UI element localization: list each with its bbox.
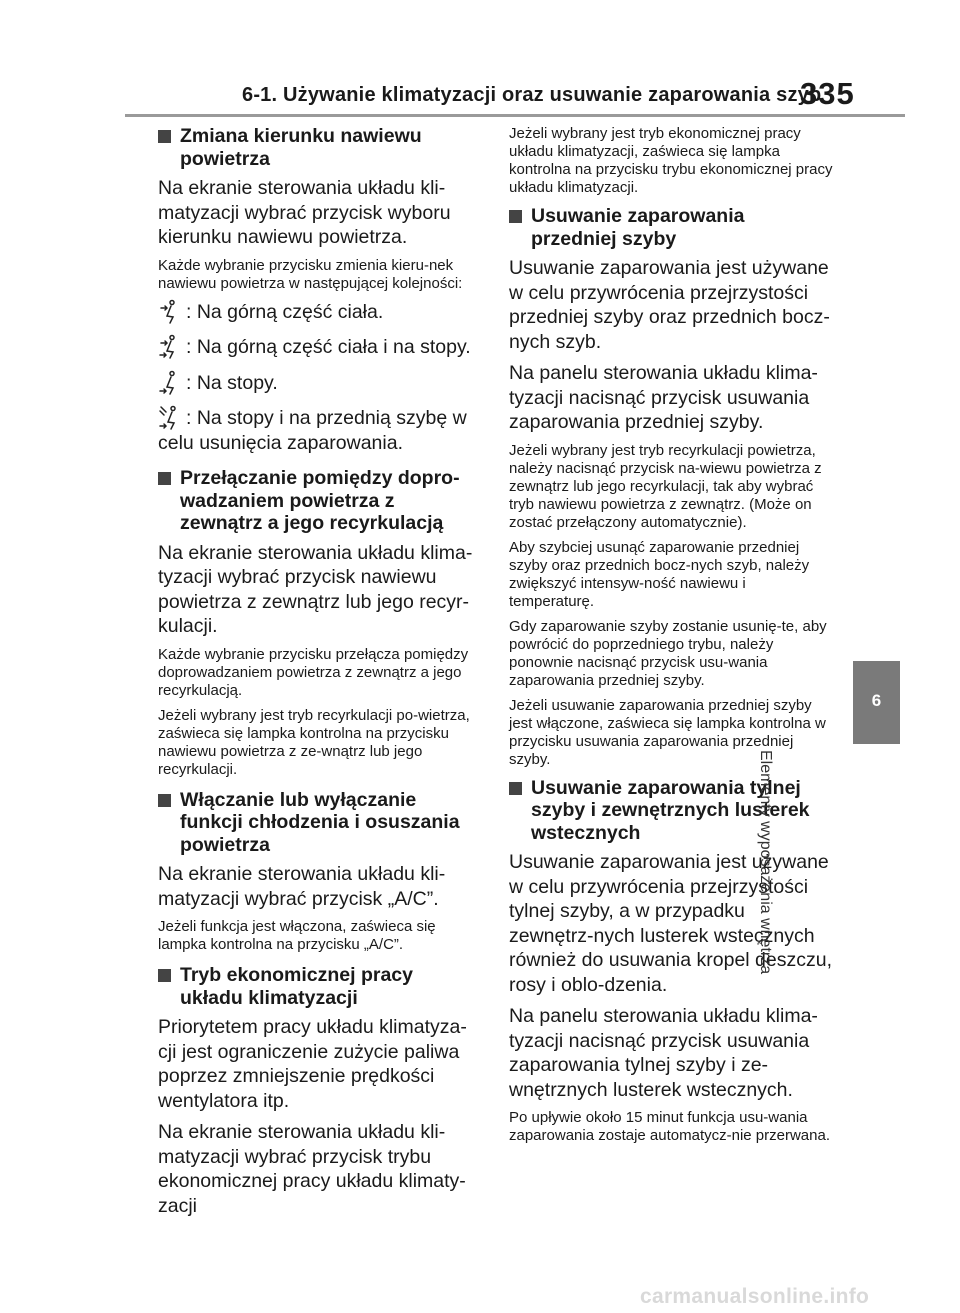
square-bullet-icon <box>509 210 522 223</box>
paragraph: Usuwanie zaparowania jest używane w celu przywrócenia przejrzystości tylnej szyby, a w przypadku zewnętrz-nych lusterek wstecznych również do usuwania kropel deszczu, rosy i oblo-dzenia. <box>509 851 833 996</box>
chapter-side-label <box>756 750 897 1020</box>
airflow-feet-windshield-icon <box>158 405 182 431</box>
section-heading: Usuwanie zaparowania przedniej szyby <box>509 205 834 250</box>
note: Jeżeli funkcja jest włączona, zaświeca się lampka kontrolna na przycisku „A/C”. <box>158 918 436 953</box>
square-bullet-icon <box>158 969 171 982</box>
note: Po upływie około 15 minut funkcja usu-wania zaparowania zostaje automatycz-nie przerwana. <box>509 1109 830 1144</box>
note: Aby szybciej usunąć zaparowanie przedniej szyby oraz przednich bocz-nych szyb, należy zwiększyć intensyw-ność nawiewu i temperaturę. <box>509 538 810 610</box>
page-header <box>0 0 960 130</box>
paragraph: Na ekranie sterowania układu klima-tyzacji wybrać przycisk nawiewu powietrza z zewnątrz lub jego recyr-kulacji. <box>158 541 473 637</box>
paragraph: Na panelu sterowania układu klima-tyzacji nacisnąć przycisk usuwania zaparowania przedniej szyby. <box>509 362 818 433</box>
chapter-number: 6 <box>871 691 882 710</box>
airflow-mode-face-feet: : Na górną część ciała i na stopy. <box>158 335 480 360</box>
square-bullet-icon <box>509 782 522 795</box>
square-bullet-icon <box>158 130 171 143</box>
paragraph: Na ekranie sterowania układu kli-matyzacji wybrać przycisk wyboru kierunku nawiewu powietrza. <box>158 177 451 248</box>
header-divider <box>125 114 905 117</box>
page-number: 335 <box>800 76 855 111</box>
airflow-mode-face: : Na górną część ciała. <box>158 300 480 325</box>
section-heading: Usuwanie zaparowania tylnej szyby i zewnętrznych lusterek wstecznych <box>509 777 834 845</box>
square-bullet-icon <box>158 472 171 485</box>
left-column <box>158 125 480 1225</box>
paragraph: Na panelu sterowania układu klima-tyzacji nacisnąć przycisk usuwania zaparowania tylnej szyby i ze-wnętrznych lusterek wstecznych. <box>509 1005 818 1101</box>
note: Jeżeli wybrany jest tryb recyrkulacji po-wietrza, zaświeca się lampka kontrolna na przycisku nawiewu powietrza z ze-wnątrz lub jego recyrkulacji. <box>158 706 470 778</box>
chapter-title: 6-1. Używanie klimatyzacji oraz usuwanie zaparowania szyb <box>242 84 822 106</box>
airflow-face-icon <box>158 299 182 325</box>
paragraph: Na ekranie sterowania układu kli-matyzacji wybrać przycisk trybu ekonomicznej pracy układu klimaty-zacji <box>158 1121 466 1217</box>
airflow-face-feet-icon <box>158 334 182 360</box>
chapter-tab <box>853 661 900 744</box>
section-heading: Zmiana kierunku nawiewu powietrza <box>158 125 480 170</box>
watermark: carmanualsonline.info <box>640 1285 870 1308</box>
note: Jeżeli wybrany jest tryb recyrkulacji powietrza, należy nacisnąć przycisk na-wiewu powietrza z zewnątrz lub jego recyrkulacji, tak aby wybrać tryb nawiewu powietrza z zewnątrz. (Może on zostać przełączony automatycznie). <box>509 441 822 531</box>
note: Każde wybranie przycisku zmienia kieru-nek nawiewu powietrza w następującej kolejności: <box>158 256 463 292</box>
square-bullet-icon <box>158 794 171 807</box>
paragraph: Na ekranie sterowania układu kli-matyzacji wybrać przycisk „A/C”. <box>158 863 446 910</box>
section-heading: Włączanie lub wyłączanie funkcji chłodzenia i osuszania powietrza <box>158 789 480 857</box>
chapter-name: Elementy wyposażenia wnętrza <box>756 750 774 975</box>
airflow-mode-feet: : Na stopy. <box>158 371 480 396</box>
note: Gdy zaparowanie szyby zostanie usunię-te, aby powrócić do poprzedniego trybu, należy ponownie nacisnąć przycisk usu-wania zaparowania przedniej szyby. <box>509 617 827 689</box>
paragraph: Usuwanie zaparowania jest używane w celu przywrócenia przejrzystości przedniej szyby oraz przednich bocz-nych szyb. <box>509 257 830 353</box>
note: Każde wybranie przycisku przełącza pomiędzy doprowadzaniem powietrza z zewnątrz a jego recyrkulacją. <box>158 645 469 699</box>
paragraph: Priorytetem pracy układu klimatyza-cji jest ograniczenie zużycie paliwa poprzez zmniejszenie prędkości wentylatora itp. <box>158 1016 467 1112</box>
note: Jeżeli usuwanie zaparowania przedniej szyby jest włączone, zaświeca się lampka kontrolna w przycisku usuwania zaparowania przedniej szyby. <box>509 696 826 768</box>
section-heading: Tryb ekonomicznej pracy układu klimatyzacji <box>158 964 480 1009</box>
airflow-feet-icon <box>158 370 182 396</box>
right-column <box>509 125 834 1152</box>
section-heading: Przełączanie pomiędzy dopro-wadzaniem powietrza z zewnątrz a jego recyrkulacją <box>158 467 480 535</box>
note: Jeżeli wybrany jest tryb ekonomicznej pracy układu klimatyzacji, zaświeca się lampka kontrolna na przycisku trybu ekonomicznej pracy układu klimatyzacji. <box>509 125 833 196</box>
airflow-mode-feet-windshield: : Na stopy i na przednią szybę w celu usunięcia zaparowania. <box>158 407 467 454</box>
